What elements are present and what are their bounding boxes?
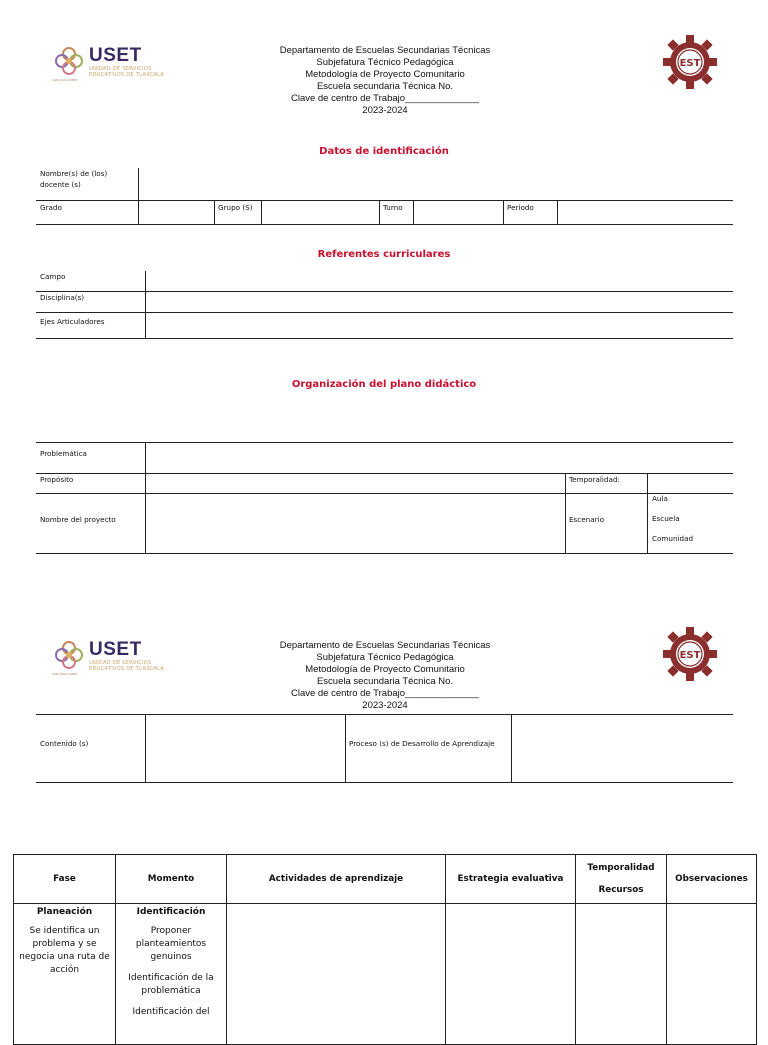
logo-subtitle [89,660,164,672]
uset-flower-icon [52,638,86,672]
logo-tiny-text: SAN JUAN LOPEZ [52,78,78,82]
table-rule [36,291,733,292]
logo-subtitle-line: EDUCATIVOS DE TLAXCALA [89,666,164,672]
proceso-label: Proceso (s) de Desarrollo de Aprendizaje [349,739,495,748]
ejes-label: Ejes Articuladores [40,317,105,326]
section-title-organizacion: Organización del plano didáctico [291,379,477,390]
aula-option: Aula [652,494,668,503]
section-title-identificacion: Datos de identificación [319,146,449,157]
problematica-label: Problemática [40,449,87,458]
logo-subtitle-line: UNIDAD DE SERVICIOS [89,660,152,666]
docente-label-line: Nombre(s) de (los) [40,169,108,178]
escuela-option: Escuela [652,514,680,523]
header-text-block [270,45,500,117]
header-temporalidad: Temporalidad [587,863,655,873]
table-divider [145,271,146,338]
table-divider [138,168,139,200]
table-rule [36,442,733,443]
table-divider [379,200,380,224]
table-divider [145,442,146,553]
header-estrategia: Estrategia evaluativa [446,855,576,904]
turno-label: Turno [383,203,403,212]
table-divider [557,200,558,224]
table-divider [413,200,414,224]
temporalidad-cell[interactable] [576,904,667,1045]
logo-brand: USET [89,45,142,66]
table-rule [36,312,733,313]
table-divider [565,473,566,553]
table-divider [647,473,648,553]
table-rule [36,553,733,554]
table-rule [36,473,733,474]
header-observaciones: Observaciones [667,855,757,904]
uset-logo [52,44,182,84]
fase-text: Se identifica un problema y se negocia una ruta de acción [19,926,110,975]
header-line: Escuela secundaria Técnica No. [316,676,454,687]
header-temporalidad-recursos [576,855,667,904]
grado-label: Grado [40,203,62,212]
table-row [14,904,757,1045]
observaciones-cell[interactable] [667,904,757,1045]
header-fase: Fase [14,855,116,904]
estrategia-cell[interactable] [446,904,576,1045]
momento-text: Identificación de la problemática [128,973,214,996]
logo-subtitle-line: UNIDAD DE SERVICIOS [89,66,152,72]
uset-flower-icon [52,44,86,78]
contenido-label: Contenido (s) [40,739,89,748]
escenario-label: Escenario [569,515,604,524]
est-gear-seal-icon [662,626,718,682]
nombre-proyecto-label: Nombre del proyecto [40,515,116,524]
header-line: Metodología de Proyecto Comunitario [305,664,465,675]
docente-label-line: docente (s) [40,180,81,189]
header-actividades: Actividades de aprendizaje [227,855,446,904]
docente-label [40,168,107,190]
proposito-label: Propósito [40,475,74,484]
header-recursos: Recursos [598,885,644,895]
momento-text: Identificación del [132,1007,210,1017]
grupo-label: Grupo (S) [218,203,253,212]
seal-text: EST [679,58,701,69]
header-momento: Momento [116,855,227,904]
header-line: Clave de centro de Trabajo______________ [290,688,480,699]
fase-cell[interactable] [14,904,116,1045]
table-divider [261,200,262,224]
header-line: Clave de centro de Trabajo______________ [290,93,480,104]
comunidad-option: Comunidad [652,534,694,543]
logo-subtitle [89,66,164,78]
table-divider [138,200,139,224]
table-divider [214,200,215,224]
actividades-cell[interactable] [227,904,446,1045]
table-rule [36,714,733,715]
table-divider [345,714,346,782]
table-divider [145,714,146,782]
uset-logo [52,638,182,678]
header-line: 2023-2024 [362,105,408,116]
table-rule [36,338,733,339]
plan-table [13,854,757,1045]
header-line: Subjefatura Técnico Pedagógica [316,57,454,68]
header-line: Metodología de Proyecto Comunitario [305,69,465,80]
logo-tiny-text: SAN JUAN LOPEZ [52,672,78,676]
est-gear-seal-icon [662,34,718,90]
table-divider [511,714,512,782]
periodo-label: Periodo [507,203,534,212]
plan-table-header-row [14,855,757,904]
header-text-block [270,640,500,712]
momento-text: Proponer planteamientos genuinos [135,926,207,962]
disciplina-label: Disciplina(s) [40,293,85,302]
logo-subtitle-line: EDUCATIVOS DE TLAXCALA [89,72,164,78]
campo-label: Campo [40,272,66,281]
header-line: Departamento de Escuelas Secundarias Técnicas [279,640,491,651]
table-rule [36,224,733,225]
logo-brand: USET [89,639,142,660]
table-rule [36,493,733,494]
table-divider [503,200,504,224]
header-line: 2023-2024 [362,700,408,711]
section-title-referentes: Referentes curriculares [317,249,451,260]
header-line: Departamento de Escuelas Secundarias Técnicas [279,45,491,56]
header-line: Escuela secundaria Técnica No. [316,81,454,92]
momento-title: Identificación [136,907,206,917]
fase-title: Planeación [36,907,93,917]
table-rule [36,200,733,201]
table-rule [36,782,733,783]
temporalidad-label: Temporalidad: [569,475,620,484]
seal-text: EST [679,650,701,661]
header-line: Subjefatura Técnico Pedagógica [316,652,454,663]
momento-cell[interactable] [116,904,227,1045]
